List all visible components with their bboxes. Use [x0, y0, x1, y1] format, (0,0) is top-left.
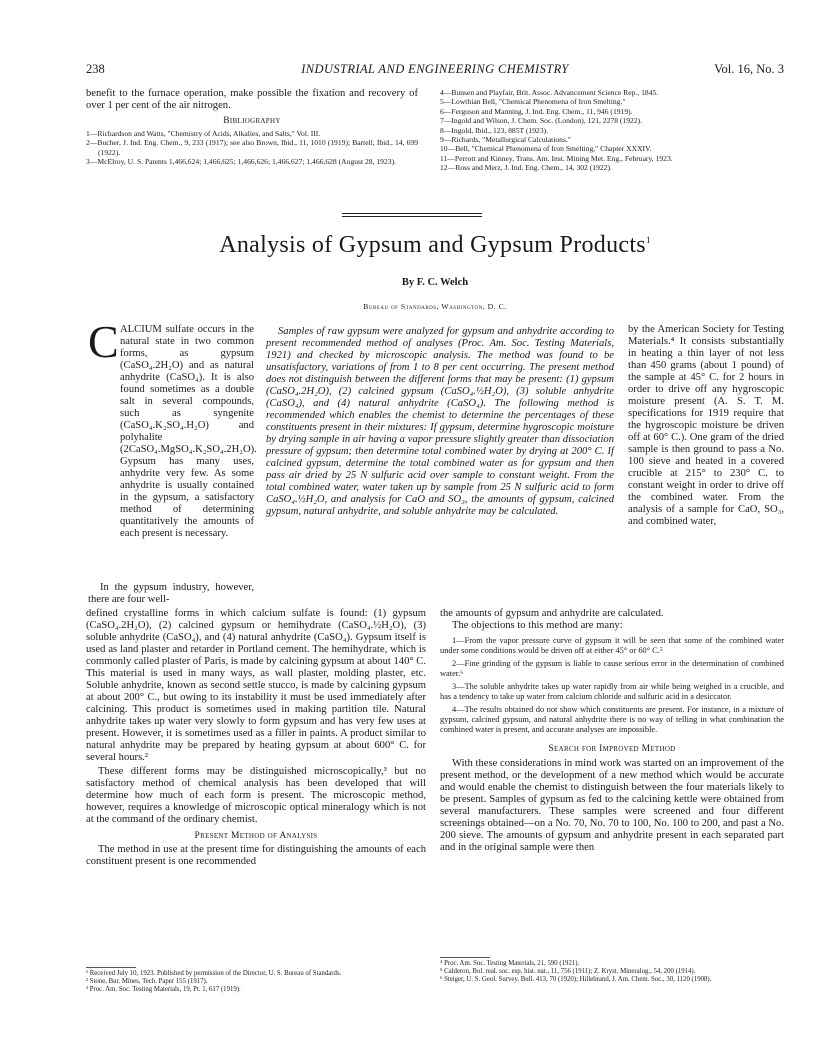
bibliography-right	[440, 88, 784, 173]
prev-article-tail	[86, 88, 418, 167]
objection-item: 2—Fine grinding of the gypsum is liable to cause serious error in the determination of combined water.⁶	[440, 659, 784, 678]
objection-item: 1—From the vapor pressure curve of gypsum it will be seen that some of the combined water under some conditions would be driven off at either 45° or 60° C.⁵	[440, 636, 784, 655]
para-present-method: The method in use at the present time for distinguishing the amounts of each constituent present is one recommended	[86, 844, 426, 867]
heading-present-method: Present Method of Analysis	[194, 831, 318, 841]
volume-label: Vol. 16, No. 3	[714, 62, 784, 76]
section-divider	[342, 213, 482, 214]
right-narrow	[628, 324, 784, 528]
footnote-item: ⁶ Steiger, U. S. Geol. Survey, Bull. 413, 70 (1920); Hillebrand, J. Am. Chem. Soc., 30, 1120 (1908).	[440, 976, 712, 984]
reference-item: 9—Richards, "Metallurgical Calculations."	[440, 135, 571, 145]
intro-wide-text: defined crystalline forms in which calcium sulfate is found: (1) gypsum (CaSO₄.2H₂O), (2) calcined gypsum or hemihydrate (CaSO₄.½H₂O), (3) soluble anhydrite (CaSO₄), and (4) natural anhydrite (CaSO₄). Gypsum itself is used as land plaster and retarder in Portland cement. The hemihydrate, which is commonly called plaster of Paris, is made by calcining gypsum at about 140° C. This material is used in many ways, as wall plaster, molding plaster, etc. Soluble anhydrite, known as second settle stucco, is made by calcining gypsum at about 200° C., but owing to its instability it must be used immediately after calcining. This product is sometimes used in making partition tile. Natural anhydrite takes up water very slowly to form gypsum and has very few uses at present. However, it is sometimes used as a filler in paints. A product similar to natural anhydrite may be prepared by heating gypsum at about 600° C. for several hours.²	[86, 608, 426, 763]
reference-item: 10—Bell, "Chemical Phenomena of Iron Smelting," Chapter XXXIV.	[440, 144, 652, 154]
footnote-item: ³ Proc. Am. Soc. Testing Materials, 19, Pt. 1, 617 (1919).	[86, 986, 241, 994]
reference-item: 4—Bunsen and Playfair, Brit. Assoc. Advancement Science Rep., 1845.	[440, 88, 659, 97]
article-title-text: Analysis of Gypsum and Gypsum Products	[219, 232, 646, 258]
para-search: With these considerations in mind work was started on an improvement of the present method, or the development of a new method which would be accurate and would enable the chemist to distinguish between the four materials likely to be present. Samples of gypsum as fed to the calcining kettle were obtained from several manufacturers. These samples were screened and four different screenings obtained—on a No. 70, No. 70 to 100, No. 100 to 200, and past a No. 200 sieve. The amounts of gypsum and anhydrite present in each separated part and in the original sample were then	[440, 758, 784, 853]
reference-item: 8—Ingold, Ibid., 123, 885T (1923).	[440, 125, 549, 135]
bibliography-heading: Bibliography	[223, 116, 281, 126]
byline: By F. C. Welch	[401, 277, 469, 288]
reference-item: 12—Ross and Merz, J. Ind. Eng. Chem., 14, 302 (1922).	[440, 163, 612, 173]
page-number: 238	[86, 62, 105, 76]
footnote-item: ⁵ Calderon, Bol. real. soc. esp. hist. nat., 11, 756 (1911); Z. Kryst. Mineralog., 54, 200 (1914).	[440, 968, 696, 976]
objections-list	[440, 636, 784, 735]
right-wide-text: the amounts of gypsum and anhydrite are calculated.	[440, 608, 664, 619]
intro-p2-start: In the gypsum industry, however, there are four well-	[88, 582, 254, 605]
left-column-lower	[86, 608, 426, 868]
reference-item: 6—Ferguson and Manning, J. Ind. Eng. Chem., 11, 946 (1919).	[440, 106, 633, 116]
footnote-item: ² Stone, Bur. Mines, Tech. Paper 155 (1917).	[86, 978, 208, 986]
intro-top	[120, 324, 257, 540]
journal-title: INDUSTRIAL AND ENGINEERING CHEMISTRY	[301, 62, 569, 76]
reference-item: 1—Richardson and Watts, "Chemistry of Acids, Alkalies, and Salts," Vol. III.	[86, 129, 321, 138]
institution: Bureau of Standards, Washington, D. C.	[363, 302, 507, 311]
footnote-item: ⁴ Proc. Am. Soc. Testing Materials, 21, 590 (1921).	[440, 960, 580, 967]
right-narrow-text: by the American Society for Testing Materials.⁴ It consists substantially in heating a thin layer of not less than 450 grams (about 1 pound) of the sample at 45° C. for 2 hours in order to drive off any hygroscopic moisture present (A. S. T. M. specifications for 1919 require that the hygroscopic moisture be driven off at 60° C.). One gram of the dried sample is then ground to pass a No. 100 sieve and heated in a covered crucible at 215° to 230° C. to constant weight in order to drive off the combined water. From the analysis of a sample for CaO, SO₃, and combined water,	[628, 324, 784, 527]
drop-cap: C	[88, 316, 119, 367]
abstract-text: Samples of raw gypsum were analyzed for gypsum and anhydrite according to present recommended method of analyses (Proc. Am. Soc. Testing Materials, 1921) and checked by microscopic analysis. The method was found to be unsatisfactory, variations of from 1 to 8 per cent occurring. The present method does not distinguish between the different forms that may be present: (1) gypsum (CaSO₄.2H₂O), (2) calcined gypsum (CaSO₄.½H₂O), (3) soluble anhydrite (CaSO₄), and (4) natural anhydrite (CaSO₄). The following method is recommended which enables the chemist to determine the percentages of these constituents present in their mixtures: If gypsum, determine hygroscopic moisture by drying sample in air having a vapor pressure slightly greater than dissociation pressure of gypsum; then determine total combined water by drying at 200° C. If calcined gypsum, determine the total combined water as for gypsum and then pass air dried by 25 N sulfuric acid over sample to constant weight. From the total combined water, water taken up by sample from 25 N sulfuric acid to form CaSO₄.½H₂O, and analysis for CaO and SO₃, the amounts of gypsum, calcined gypsum, natural anhydrite, and soluble anhydrite may be calculated.	[266, 326, 614, 517]
footnotes-left	[86, 970, 426, 995]
reference-item: 3—McElroy, U. S. Patents 1,466,624; 1,466,625; 1,466,626; 1,466,627; 1,466,628 (August 28, 1923).	[86, 157, 397, 167]
footnote-item: ¹ Received July 10, 1923. Published by permission of the Director, U. S. Bureau of Standards.	[86, 970, 342, 977]
footnotes-right	[440, 960, 784, 985]
intro-narrow-text: ALCIUM sulfate occurs in the natural state in two common forms, as gypsum (CaSO₄.2H₂O) and as natural anhydrite (CaSO₄). It is also found sometimes as a double salt in several compounds, such as syngenite (CaSO₄.K₂SO₄.H₂O) and polyhalite (2CaSO₄.MgSO₄.K₂SO₄.2H₂O). Gypsum has many uses, anhydrite very few. As some anhydrite is usually contained in the gypsum, a satisfactory method of determining quantitatively the amounts of each present is necessary.	[120, 324, 257, 539]
heading-search-method: Search for Improved Method	[548, 744, 676, 754]
reference-item: 2—Bucher, J. Ind. Eng. Chem., 9, 233 (1917); see also Brown, Ibid., 11, 1010 (1919); Bartell, Ibid., 14, 699 (1922).	[86, 138, 418, 157]
footnote-rule	[440, 957, 490, 958]
objection-item: 3—The soluble anhydrite takes up water rapidly from air while being weighed in a crucible, and has a tendency to take up water from calcium chloride and sulfuric acid in a desiccator.	[440, 682, 784, 701]
abstract	[266, 326, 614, 518]
article-title	[86, 232, 784, 259]
right-column-lower	[440, 608, 784, 854]
reference-item: 5—Lowthian Bell, "Chemical Phenomena of Iron Smelting."	[440, 97, 626, 107]
footnote-rule	[86, 967, 136, 968]
prev-article-text: benefit to the furnace operation, make possible the fixation and recovery of over 1 per cent of the air nitrogen.	[86, 88, 418, 111]
reference-item: 11—Perrott and Kinney, Trans. Am. Inst. Mining Met. Eng., February, 1923.	[440, 153, 673, 163]
objection-item: 4—The results obtained do not show which constituents are present. For instance, in a mixture of gypsum, calcined gypsum, and natural anhydrite there is no way of telling in what combination the combined water is present, and accurate analyses are impossible.	[440, 705, 784, 734]
objections-intro: The objections to this method are many:	[452, 620, 623, 631]
section-divider	[342, 216, 482, 217]
reference-item: 7—Ingold and Wilson, J. Chem. Soc. (London), 121, 2278 (1922).	[440, 116, 643, 126]
title-footnote-mark: 1	[645, 235, 651, 245]
para-forms: These different forms may be distinguished microscopically,³ but no satisfactory method of chemical analysis has been developed that will determine how much of each form is present. The microscopic method, however, requires a knowledge of microscopic optical mineralogy which is not at the command of the ordinary chemist.	[86, 766, 426, 825]
bibliography-left	[86, 129, 418, 167]
